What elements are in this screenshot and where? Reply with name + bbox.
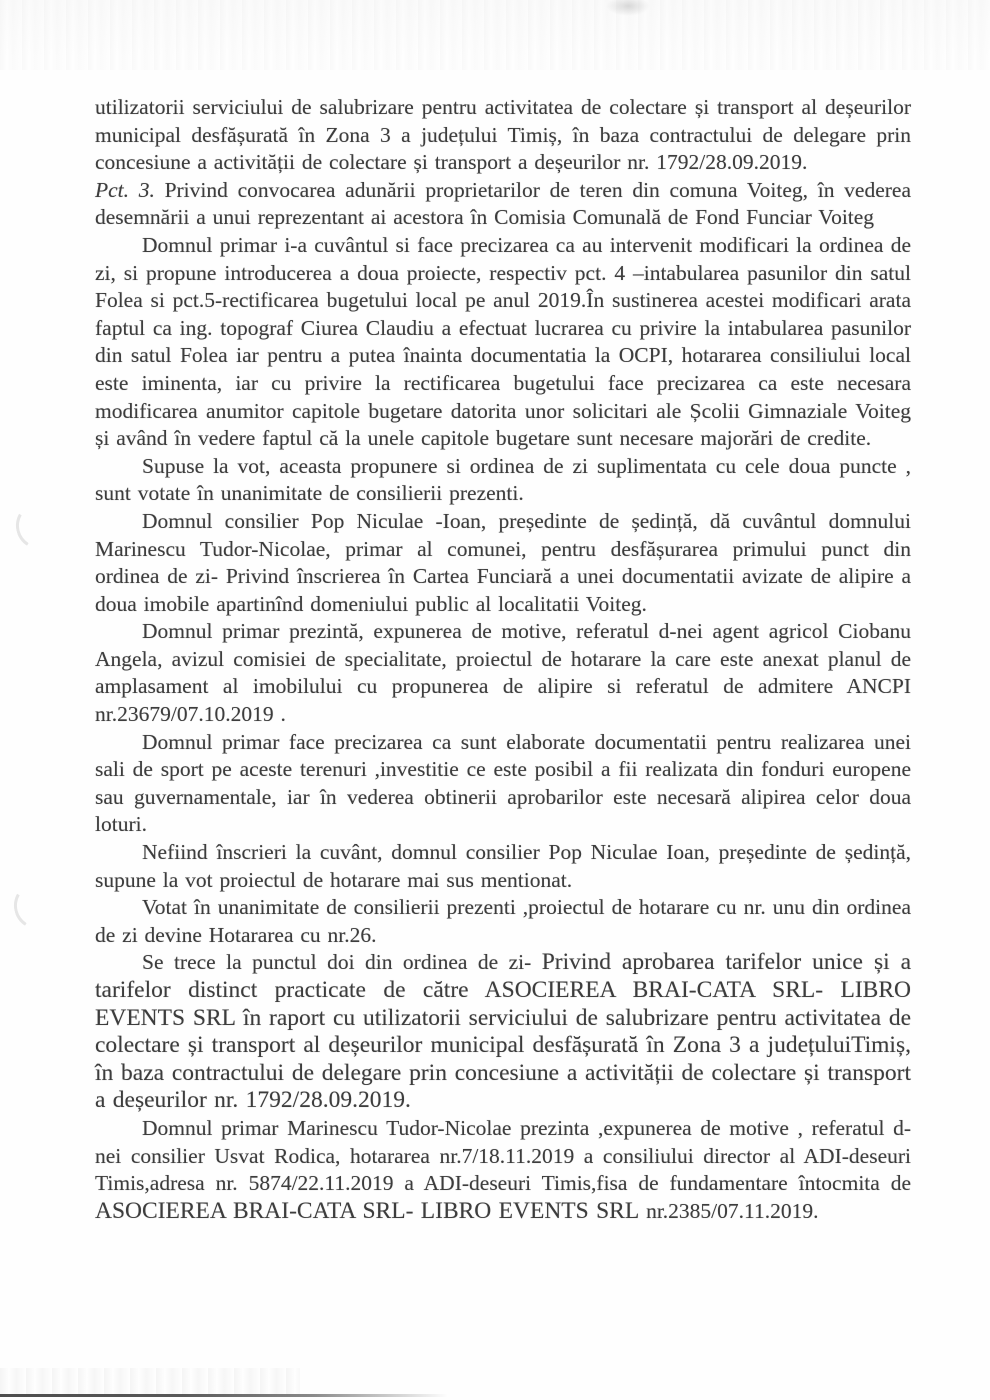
scan-bottom-noise — [0, 1368, 300, 1394]
paragraph-primar-prezinta-motive: Domnul primar prezintă, expunerea de motive, referatul d-nei agent agricol Ciobanu Angela, avizul comisiei de specialitate, proiectul de hotarare la care este anexat planul de amplasament al imobilului cu propunerea de alipire si referatul de admitere ANCPI nr.23679/07.10.2019 . — [95, 619, 911, 727]
asociere-company-name: ASOCIEREA BRAI-CATA SRL- LIBRO EVENTS SRL — [95, 1197, 640, 1224]
paragraph-nefiind-inscrieri: Nefiind înscrieri la cuvânt, domnul consilier Pop Niculae Ioan, președinte de ședință, supune la vot proiectul de hotarare mai sus mentionat. — [95, 840, 911, 892]
paragraph-consilier-pop-niculae: Domnul consilier Pop Niculae -Ioan, președinte de ședință, dă cuvântul domnului Marinescu Tudor-Nicolae, primar al comunei, pentru desfășurarea primului punct din ordinea de zi- Privind înscrierea în Cartea Funciară a unei documentatii avizate de alipire a doua imobile apartinînd domeniului public al localitatii Voiteg. — [95, 508, 911, 616]
hole-punch-mark-bottom — [9, 878, 63, 933]
punctul-doi-titlu-proiect: Privind aprobarea tarifelor unice și a tarifelor distinct practicate de către ASOCIEREA BRAI-CATA SRL- LIBRO EVENTS SRL în raport cu utilizatorii serviciului de salubrizare pentru activitatea de colectare și transport al deșeurilor municipal desfășurată în Zona 3 a județuluiTimiș, în baza contractului de delegare prin concesiune a activității de colectare și transport a deșeurilor nr. 1792/28.09.2019. — [95, 949, 911, 1114]
pct3-item-label: Pct. 3. — [95, 177, 155, 202]
documente-intro-text: Domnul primar Marinescu Tudor-Nicolae prezinta ,expunerea de motive , referatul d-nei consilier Usvat Rodica, hotararea nr.7/18.11.2019 a consiliului director al ADI-deseuri Timis,adresa nr. 5874/22.11.2019 a ADI-deseuri Timis,fisa de fundamentare întocmita de — [95, 1115, 911, 1196]
documente-tail-text: nr.2385/07.11.2019. — [639, 1198, 819, 1223]
pct3-item-text: Privind convocarea adunării proprietarilor de teren din comuna Voiteg, în vederea desemnării a unui reprezentant ai acestora în Comisia Comunală de Fond Funciar Voiteg — [95, 177, 911, 230]
paragraph-modificari-ordine-zi: Domnul primar i-a cuvântul si face precizarea ca au intervenit modificari la ordinea de zi, si propune introducerea a doua proiecte, respectiv pct. 4 –intabularea pasunilor din satul Folea si pct.5-rectificarea bugetului local pe anul 2019.În sustinerea acestei modificari arata faptul ca ing. topograf Ciurea Claudiu a efectuat lucrarea cu privire la intabularea pasunilor din satul Folea iar pentru a putea înainta documentatia la OCPI, hotararea consiliului local este iminenta, iar cu privire la rectificarea bugetului face precizarea ca este necesara modificarea anumitor capitole bugetare datorita unor solicitari ale Școlii Gimnaziale Voiteg și având în vedere faptul că la unele capitole bugetare sunt necesare majorări de credite. — [95, 232, 911, 451]
hole-punch-mark-top — [11, 498, 65, 553]
scan-smudge-mark — [606, 0, 650, 16]
paragraph-continuation-salubrizare: utilizatorii serviciului de salubrizare pentru activitatea de colectare și transport al deșeurilor municipal desfășurată în Zona 3 a județului Timiș, în baza contractului de delegare prin concesiune a activității de colectare și transport a deșeurilor nr. 1792/28.09.2019. — [95, 95, 911, 175]
scan-noise-band — [0, 0, 990, 70]
paragraph-precizare-sala-sport: Domnul primar face precizarea ca sunt elaborate documentatii pentru realizarea unei sali de sport pe aceste terenuri ,investitie ce este posibil a fii realizata din fonduri europene sau guvernamentale, iar în vederea obtinerii aprobarilor este necesară alipirea celor doua loturi. — [95, 729, 911, 837]
punctul-doi-intro-text: Se trece la punctul doi din ordinea de zi- — [142, 950, 542, 975]
scan-page-edge-line — [0, 1394, 448, 1397]
paragraph-punctul-doi-tarife — [95, 949, 911, 1115]
paragraph-votat-unanimitate: Votat în unanimitate de consilierii prezenti ,proiectul de hotarare cu nr. unu din ordinea de zi devine Hotararea cu nr.26. — [95, 895, 911, 947]
document-text-block — [95, 94, 911, 1225]
paragraph-pct3 — [95, 177, 911, 232]
paragraph-supuse-la-vot: Supuse la vot, aceasta propunere si ordinea de zi suplimentata cu cele doua puncte , sunt votate în unanimitate de consilierii prezenti. — [95, 453, 911, 506]
paragraph-primar-marinescu-documente — [95, 1115, 911, 1225]
